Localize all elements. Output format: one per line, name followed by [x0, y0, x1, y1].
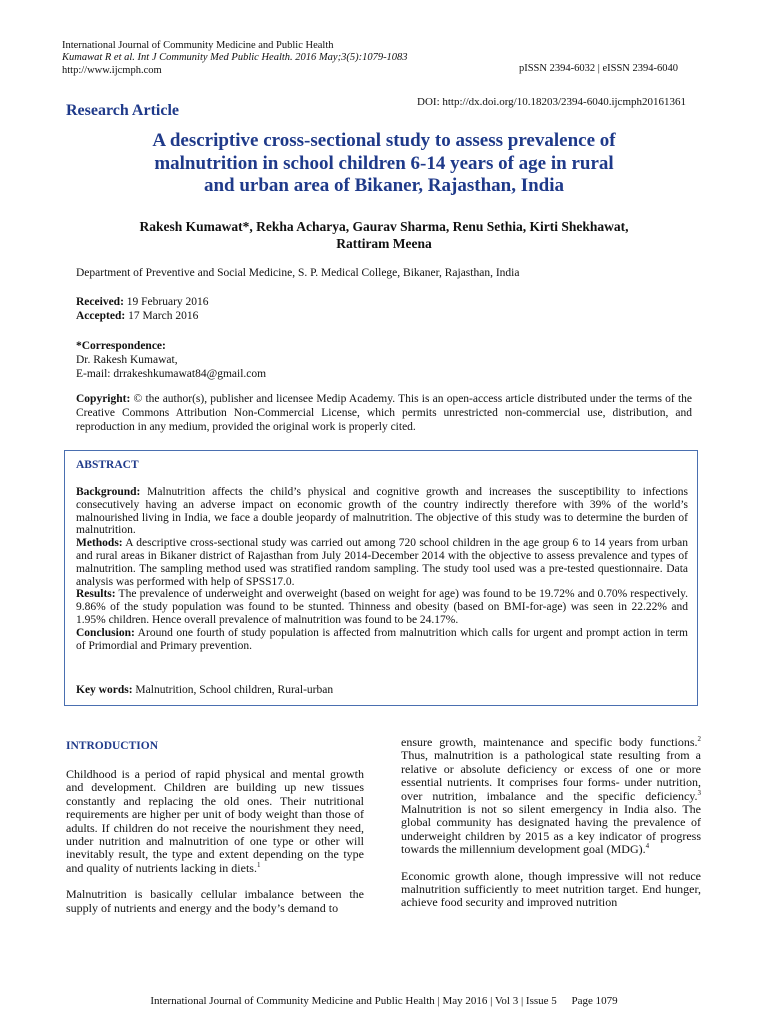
keywords-label: Key words:	[76, 684, 133, 696]
accepted-label: Accepted:	[76, 310, 126, 322]
intro-paragraph-continued: ensure growth, maintenance and specific body functions.$^2$ Thus, malnutrition is a pathological state resulting from a relative or absolute deficiency or excess of one or more essential nutrients. It comprises four forms- under nutrition, over nutrition, imbalance and the specific deficiency.$^3$ Malnutrition is not so silent emergency in India also. The global community has designated having the prevalence of underweight children by 2015 as a key indicator of progress towards the millennium development goal (MDG).$^4$	[401, 735, 701, 857]
title-line: malnutrition in school children 6-14 years of age in rural	[154, 152, 614, 174]
author-line: Rattiram Meena	[336, 236, 432, 251]
citation-line: Kumawat R et al. Int J Community Med Public Health. 2016 May;3(5):1079-1083	[62, 52, 408, 63]
issn-line: pISSN 2394-6032 | eISSN 2394-6040	[518, 63, 678, 74]
correspondence	[76, 339, 266, 381]
right-column	[401, 736, 701, 910]
introduction-heading: INTRODUCTION	[66, 740, 159, 752]
page-number: Page 1079	[571, 995, 618, 1007]
title-line: A descriptive cross-sectional study to assess prevalence of	[152, 130, 616, 151]
article-title	[70, 130, 698, 198]
correspondence-name: Dr. Rakesh Kumawat,	[76, 354, 178, 366]
abstract-conclusion: Conclusion: Around one fourth of study population is affected from malnutrition which calls for urgent and prompt action in term of Primordial and Primary prevention.	[76, 626, 688, 652]
abstract-methods: Methods: A descriptive cross-sectional study was carried out among 720 school children in the age group 6 to 14 years from urban and rural areas in Bikaner district of Rajasthan from July 2014-December 2014 with the objective to assess prevalence and types of malnutrition. The sampling method used was stratified random sampling. The study tool used was a pre-tested questionnaire. Data analysis was performed with help of SPSS17.0.	[76, 537, 688, 588]
accepted-date	[76, 309, 209, 323]
correspondence-label: *Correspondence:	[76, 340, 166, 352]
title-line: and urban area of Bikaner, Rajasthan, India	[203, 175, 565, 196]
correspondence-email[interactable]: E-mail: drrakeshkumawat84@gmail.com	[76, 368, 267, 380]
abstract-results: Results: The prevalence of underweight and overweight (based on weight for age) was found to be 19.72% and 0.70% respectively. 9.86% of the study population was found to be stunted. Thinness and obesity (based on BMI-for-age) was seen in 22.22% and 1.95% children. Hence overall prevalence of malnutrition was found to be 24.17%.	[76, 588, 688, 626]
accepted-value: 17 March 2016	[125, 310, 199, 322]
author-list	[70, 218, 698, 252]
left-column	[66, 768, 364, 915]
footer-text: International Journal of Community Medicine and Public Health | May 2016 | Vol 3 | Issue 5	[150, 995, 557, 1007]
abstract-heading: ABSTRACT	[76, 459, 139, 471]
affiliation: Department of Preventive and Social Medicine, S. P. Medical College, Bikaner, Rajasthan, India	[76, 267, 520, 279]
intro-paragraph-2: Malnutrition is basically cellular imbalance between the supply of nutrients and energy and the body’s demand to	[66, 887, 364, 915]
copyright-label: Copyright:	[76, 393, 131, 405]
doi-link[interactable]: DOI: http://dx.doi.org/10.18203/2394-6040.ijcmph20161361	[417, 96, 686, 108]
abstract-background: Background: Malnutrition affects the child’s physical and cognitive growth and increases the susceptibility to infections consecutively having an adverse impact on economic growth of the country indirectly therefore with 39% of the world’s malnourished living in India, we face a double jeopardy of malnutrition. The objective of this study was to determine the burden of malnutrition.	[76, 486, 688, 537]
journal-name: International Journal of Community Medicine and Public Health	[62, 40, 334, 51]
page-footer	[0, 995, 768, 1007]
author-line: Rakesh Kumawat*, Rekha Acharya, Gaurav Sharma, Renu Sethia, Kirti Shekhawat,	[139, 219, 629, 234]
article-type: Research Article	[66, 102, 179, 119]
article-dates	[76, 295, 209, 323]
received-date	[76, 295, 209, 309]
copyright-notice	[76, 392, 692, 434]
received-label: Received:	[76, 296, 124, 308]
intro-paragraph-3: Economic growth alone, though impressive will not reduce malnutrition sufficiently to meet nutrition target. End hunger, achieve food security and improved nutrition	[401, 868, 701, 910]
keywords	[76, 684, 333, 696]
copyright-text: © the author(s), publisher and licensee Medip Academy. This is an open-access article distributed under the terms of the Creative Commons Attribution Non-Commercial License, which permits unrestricted non-commercial use, distribution, and reproduction in any medium, provided the original work is properly cited.	[76, 393, 692, 433]
journal-url[interactable]: http://www.ijcmph.com	[62, 65, 162, 76]
abstract-body	[76, 486, 688, 652]
keywords-value: Malnutrition, School children, Rural-urban	[132, 684, 334, 696]
received-value: 19 February 2016	[123, 296, 209, 308]
intro-paragraph-1: Childhood is a period of rapid physical and mental growth and development. Children are building up new tissues constantly and replacing the old ones. Their nutritional requirements are higher per unit of body weight than those of adults. If children do not receive the nourishment they need, under nutrition and malnutrition of one type or other will inevitably result, the type and extent depending on the type and quality of nutrients lacking in diets.$^1$	[66, 767, 364, 875]
